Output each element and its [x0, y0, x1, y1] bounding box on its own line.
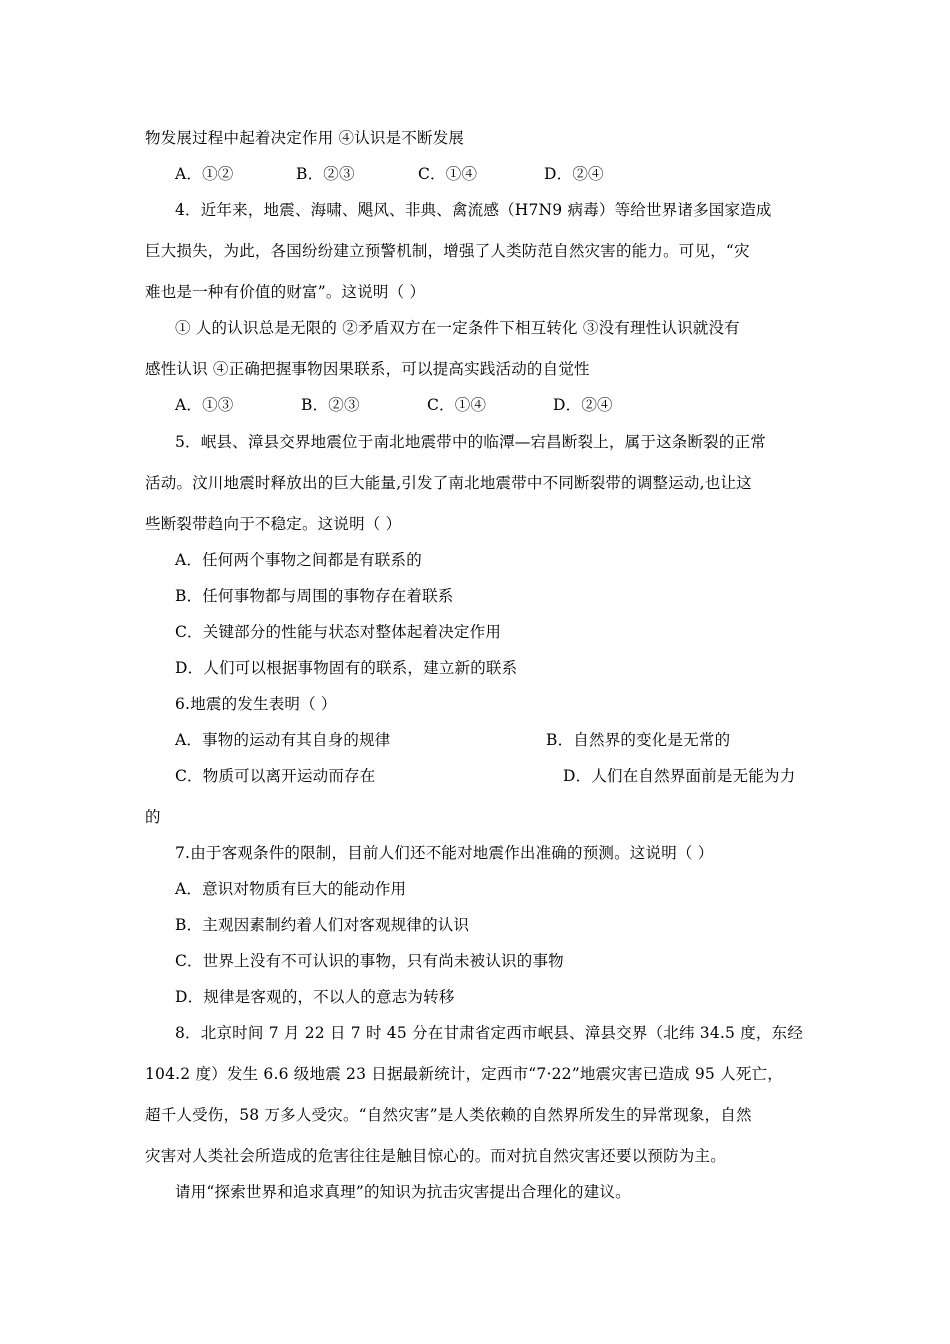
- q5-option-b: B．任何事物都与周围的事物存在着联系: [175, 587, 454, 605]
- q8-stem-line-1: 8．北京时间 7 月 22 日 7 时 45 分在甘肃省定西市岷县、漳县交界（北纬 34.5 度，东经: [175, 1024, 804, 1042]
- q5-stem-line-3: 些断裂带趋向于不稳定。这说明（ ）: [145, 515, 402, 533]
- q8-stem-line-3: 超千人受伤，58 万多人受灾。“自然灾害”是人类依赖的自然界所发生的异常现象，自然: [145, 1106, 752, 1124]
- q7-stem: 7.由于客观条件的限制，目前人们还不能对地震作出准确的预测。这说明（ ）: [175, 844, 714, 862]
- q7-option-c: C．世界上没有不可认识的事物，只有尚未被认识的事物: [175, 952, 564, 970]
- q8-stem-line-2: 104.2 度）发生 6.6 级地震 23 日据最新统计，定西市“7·22”地震灾害已造成 95 人死亡，: [145, 1065, 783, 1083]
- q4-option-d: D．②④: [553, 396, 613, 414]
- q6-option-a: A．事物的运动有其自身的规律: [175, 731, 391, 749]
- q3-option-d: D．②④: [544, 165, 604, 183]
- q3-continuation-line: 物发展过程中起着决定作用 ④认识是不断发展: [145, 129, 465, 147]
- q5-stem-line-2: 活动。汶川地震时释放出的巨大能量,引发了南北地震带中不同断裂带的调整运动,也让这: [145, 474, 752, 492]
- q4-choices-line-1: ① 人的认识总是无限的 ②矛盾双方在一定条件下相互转化 ③没有理性认识就没有: [175, 319, 740, 337]
- q5-option-d: D．人们可以根据事物固有的联系，建立新的联系: [175, 659, 518, 677]
- q5-stem-line-1: 5．岷县、漳县交界地震位于南北地震带中的临潭—宕昌断裂上，属于这条断裂的正常: [175, 433, 766, 451]
- q7-option-b: B．主观因素制约着人们对客观规律的认识: [175, 916, 470, 934]
- q7-option-d: D．规律是客观的，不以人的意志为转移: [175, 988, 455, 1006]
- q4-option-c: C．①④: [427, 396, 487, 414]
- q6-stem: 6.地震的发生表明（ ）: [175, 695, 337, 713]
- q3-option-b: B．②③: [296, 165, 355, 183]
- q4-option-b: B．②③: [301, 396, 360, 414]
- q4-choices-line-2: 感性认识 ④正确把握事物因果联系，可以提高实践活动的自觉性: [145, 360, 590, 378]
- q4-stem-line-3: 难也是一种有价值的财富”。这说明（ ）: [145, 283, 426, 301]
- q7-option-a: A．意识对物质有巨大的能动作用: [175, 880, 407, 898]
- q6-option-c: C．物质可以离开运动而存在: [175, 767, 376, 785]
- q6-option-d-continuation: 的: [145, 808, 161, 826]
- q6-option-b: B．自然界的变化是无常的: [546, 731, 731, 749]
- q5-option-c: C．关键部分的性能与状态对整体起着决定作用: [175, 623, 502, 641]
- q4-stem-line-2: 巨大损失，为此，各国纷纷建立预警机制，增强了人类防范自然灾害的能力。可见，“灾: [145, 242, 750, 260]
- q5-option-a: A．任何两个事物之间都是有联系的: [175, 551, 422, 569]
- q4-option-a: A．①③: [175, 396, 234, 414]
- q8-stem-line-4: 灾害对人类社会所造成的危害往往是触目惊心的。而对抗自然灾害还要以预防为主。: [145, 1147, 726, 1165]
- q3-option-c: C．①④: [418, 165, 478, 183]
- q6-option-d: D．人们在自然界面前是无能为力: [563, 767, 796, 785]
- q8-prompt: 请用“探索世界和追求真理”的知识为抗击灾害提出合理化的建议。: [175, 1183, 631, 1201]
- q3-option-a: A．①②: [175, 165, 234, 183]
- q4-stem-line-1: 4．近年来，地震、海啸、飓风、非典、禽流感（H7N9 病毒）等给世界诸多国家造成: [175, 201, 772, 219]
